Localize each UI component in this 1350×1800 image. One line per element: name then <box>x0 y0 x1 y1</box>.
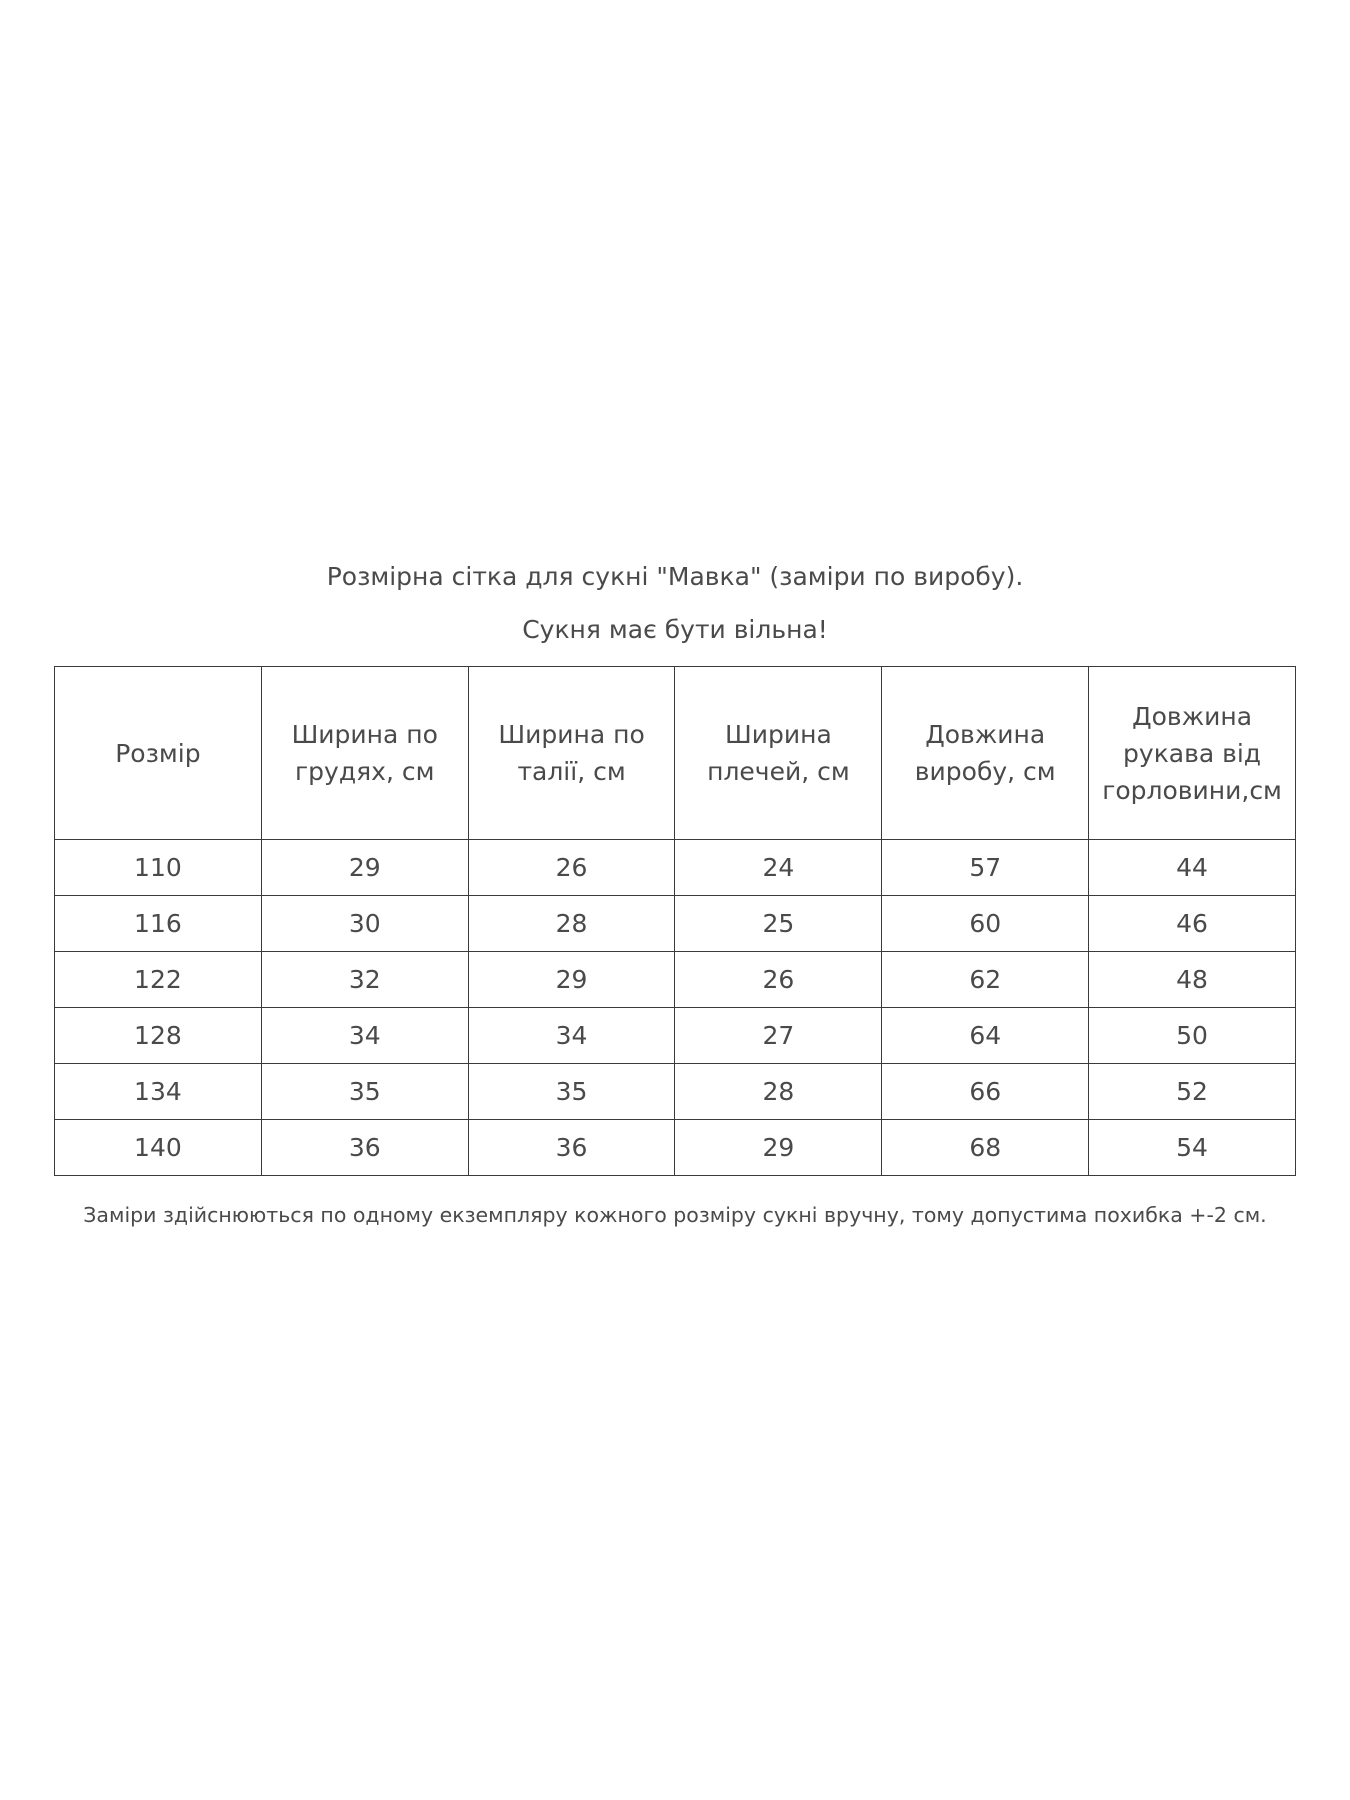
table-row <box>55 1120 1296 1176</box>
table-cell: 26 <box>468 840 675 896</box>
measurement-note: Заміри здійснюються по одному екземпляру кожного розміру сукні вручну, тому допустима похибка +-2 см. <box>83 1203 1267 1227</box>
table-cell: 34 <box>468 1008 675 1064</box>
table-cell: 29 <box>675 1120 882 1176</box>
table-row <box>55 952 1296 1008</box>
table-cell: 134 <box>55 1064 262 1120</box>
size-chart-header <box>55 667 1296 840</box>
header-waist-width <box>468 667 675 840</box>
table-row <box>55 1008 1296 1064</box>
header-chest-width <box>261 667 468 840</box>
table-row <box>55 1064 1296 1120</box>
table-cell: 36 <box>468 1120 675 1176</box>
table-cell: 116 <box>55 896 262 952</box>
table-cell: 54 <box>1089 1120 1296 1176</box>
table-cell: 68 <box>882 1120 1089 1176</box>
table-cell: 34 <box>261 1008 468 1064</box>
header-size-label: Розмір <box>115 738 201 768</box>
table-cell: 62 <box>882 952 1089 1008</box>
table-cell: 32 <box>261 952 468 1008</box>
table-cell: 60 <box>882 896 1089 952</box>
table-cell: 36 <box>261 1120 468 1176</box>
table-cell: 27 <box>675 1008 882 1064</box>
page-title: Розмірна сітка для сукні "Мавка" (заміри по виробу). <box>326 562 1024 591</box>
header-garment-length-label: Довжина виробу, см <box>914 720 1056 786</box>
table-cell: 46 <box>1089 896 1296 952</box>
size-chart-table <box>54 666 1296 1176</box>
table-cell: 29 <box>261 840 468 896</box>
header-shoulder-width <box>675 667 882 840</box>
page-subtitle: Сукня має бути вільна! <box>522 615 828 644</box>
table-cell: 57 <box>882 840 1089 896</box>
header-shoulder-width-label: Ширина плечей, см <box>707 720 850 786</box>
table-cell: 30 <box>261 896 468 952</box>
table-row <box>55 896 1296 952</box>
table-cell: 35 <box>261 1064 468 1120</box>
table-cell: 140 <box>55 1120 262 1176</box>
header-row <box>55 667 1296 840</box>
header-sleeve-length <box>1089 667 1296 840</box>
header-size <box>55 667 262 840</box>
table-row <box>55 840 1296 896</box>
table-cell: 122 <box>55 952 262 1008</box>
header-chest-width-label: Ширина по грудях, см <box>291 720 438 786</box>
table-cell: 44 <box>1089 840 1296 896</box>
size-chart-body <box>55 840 1296 1176</box>
header-sleeve-length-label: Довжина рукава від горловини,см <box>1102 701 1282 805</box>
table-cell: 28 <box>675 1064 882 1120</box>
table-cell: 110 <box>55 840 262 896</box>
header-waist-width-label: Ширина по талії, см <box>498 720 645 786</box>
table-cell: 50 <box>1089 1008 1296 1064</box>
table-cell: 52 <box>1089 1064 1296 1120</box>
table-cell: 28 <box>468 896 675 952</box>
table-cell: 64 <box>882 1008 1089 1064</box>
header-garment-length <box>882 667 1089 840</box>
table-cell: 26 <box>675 952 882 1008</box>
table-cell: 66 <box>882 1064 1089 1120</box>
table-cell: 48 <box>1089 952 1296 1008</box>
table-cell: 128 <box>55 1008 262 1064</box>
table-cell: 29 <box>468 952 675 1008</box>
table-cell: 24 <box>675 840 882 896</box>
table-cell: 35 <box>468 1064 675 1120</box>
table-cell: 25 <box>675 896 882 952</box>
